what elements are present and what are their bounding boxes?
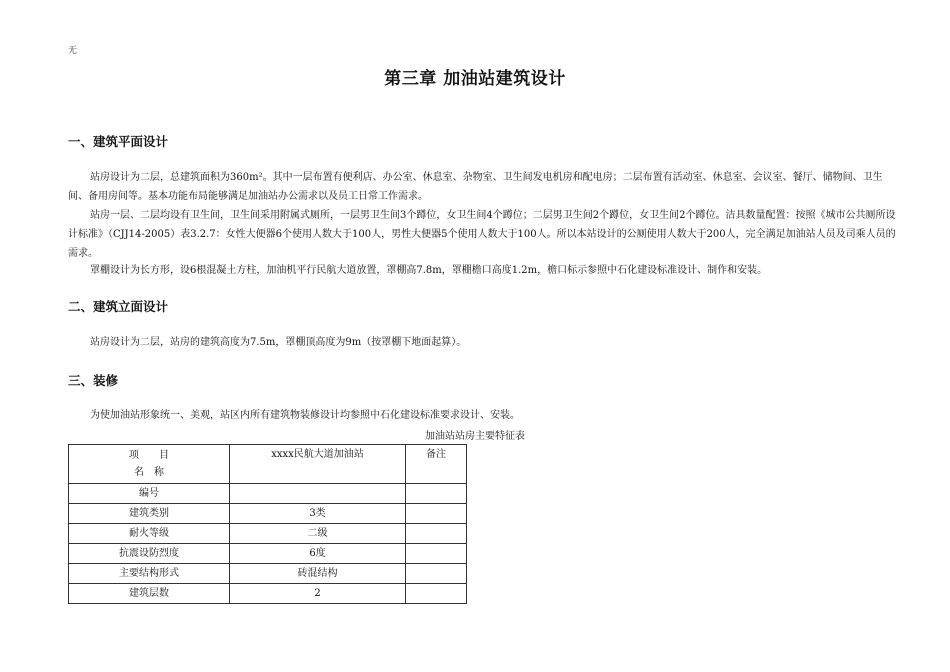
row-remark	[406, 564, 467, 584]
row-remark	[406, 544, 467, 564]
table-row	[69, 584, 467, 604]
paragraph: 罩棚设计为长方形，设6根混凝土方柱，加油机平行民航大道放置，罩棚高7.8m，罩棚檐口高度1.2m，檐口标示参照中石化建设标准设计、制作和安装。	[90, 265, 768, 276]
row-label: 建筑类别	[69, 504, 230, 524]
row-value	[230, 484, 406, 504]
paragraph: 站房设计为二层，站房的建筑高度为7.5m，罩棚顶高度为9m（按罩棚下地面起算）。	[90, 337, 467, 348]
spec-table	[68, 444, 467, 604]
header-mark: 无	[68, 46, 78, 56]
header-station-name: xxxx民航大道加油站	[230, 445, 406, 484]
header-item-label: 项 目	[129, 450, 169, 461]
section-heading-elevation: 二、建筑立面设计	[68, 299, 169, 314]
row-value: 二级	[230, 524, 406, 544]
table-caption: 加油站站房主要特征表	[425, 431, 525, 442]
table-row	[69, 564, 467, 584]
table-row	[69, 544, 467, 564]
paragraph: 为使加油站形象统一、美观，站区内所有建筑物装修设计均参照中石化建设标准要求设计、安装。	[90, 410, 520, 421]
table-row	[69, 504, 467, 524]
table-header-row	[69, 445, 467, 484]
row-remark	[406, 584, 467, 604]
row-label: 建筑层数	[69, 584, 230, 604]
row-value: 3类	[230, 504, 406, 524]
section-heading-decoration: 三、装修	[68, 373, 119, 388]
row-label: 耐火等级	[69, 524, 230, 544]
header-remark: 备注	[406, 445, 467, 484]
row-value: 2	[230, 584, 406, 604]
row-label: 抗震设防烈度	[69, 544, 230, 564]
paragraph: 站房设计为二层，总建筑面积为360m²。其中一层布置有便利店、办公室、休息室、杂物室、卫生间发电机房和配电房；二层布置有活动室、休息室、会议室、餐厅、储物间、卫生间、备用房间等。基本功能布局能够满足加油站办公需求以及员工日常工作需求。	[68, 172, 883, 202]
section-heading-floor-plan: 一、建筑平面设计	[68, 134, 169, 149]
table-row	[69, 524, 467, 544]
header-item-cell	[69, 445, 230, 484]
row-label: 主要结构形式	[69, 564, 230, 584]
chapter-title: 第三章 加油站建筑设计	[384, 69, 566, 89]
row-remark	[406, 504, 467, 524]
row-remark	[406, 524, 467, 544]
row-value: 6度	[230, 544, 406, 564]
header-name-label: 名 称	[134, 467, 164, 478]
row-label: 编号	[69, 484, 230, 504]
table-row	[69, 484, 467, 504]
row-remark	[406, 484, 467, 504]
paragraph: 站房一层、二层均设有卫生间，卫生间采用附属式厕所，一层男卫生间3个蹲位，女卫生间4个蹲位；二层男卫生间2个蹲位，女卫生间2个蹲位。洁具数量配置：按照《城市公共厕所设计标准》（CJJ14-2005）表3.2.7：女性大便器6个使用人数大于100人，男性大便器5个使用人数大于100人。所以本站设计的公厕使用人数大于200人，完全满足加油站人员及司乘人员的需求。	[68, 210, 896, 259]
row-value: 砖混结构	[230, 564, 406, 584]
